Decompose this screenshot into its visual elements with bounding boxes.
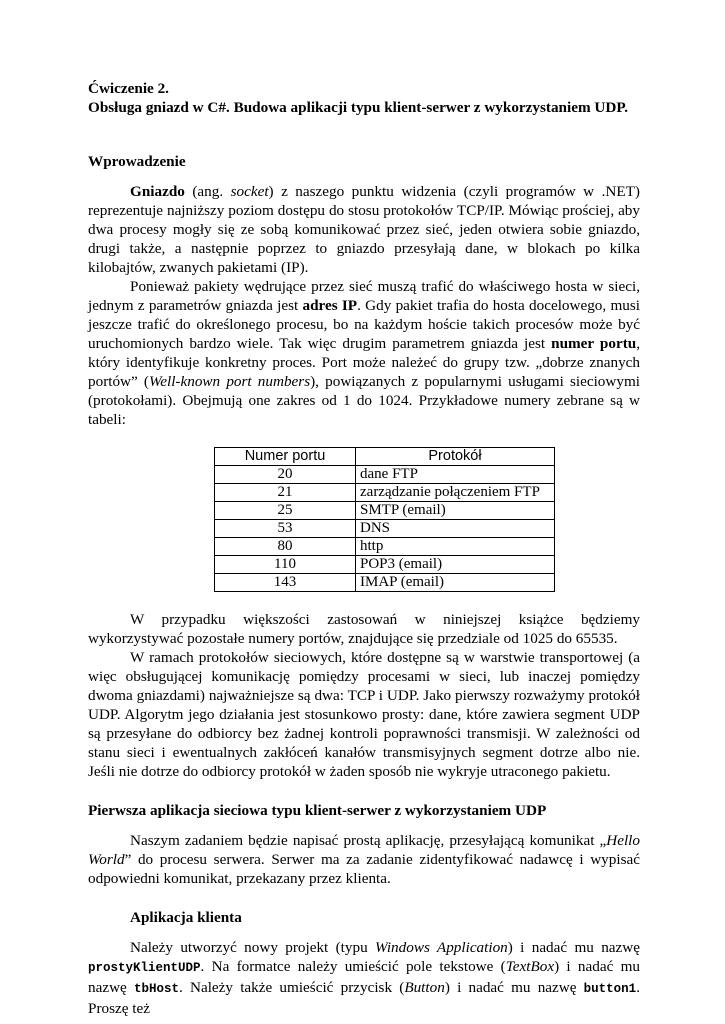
- table-row: [215, 502, 555, 520]
- protocol-cell: IMAP (email): [356, 574, 555, 592]
- paragraph-hello-world: Naszym zadaniem będzie napisać prostą aplikację, przesyłającą komunikat „Hello World” do procesu serwera. Serwer ma za zadanie zidentyfikować nadawcę i wypisać odpowiedni komunikat, przekazany przez klienta.: [88, 832, 640, 887]
- paragraph-ports: Ponieważ pakiety wędrujące przez sieć muszą trafić do właściwego hosta w sieci, jednym z parametrów gniazda jest adres IP. Gdy pakiet trafia do hosta docelowego, musi jeszcze trafić do określonego procesu, bo na każdym hoście takich procesów może być uruchomionych bardzo wiele. Tak więc drugim parametrem gniazda jest numer portu, który identyfikuje konkretny proces. Port może należeć do grupy tzw. „dobrze znanych portów” (Well-known port numbers), powiązanych z popularnymi usługami sieciowymi (protokołami). Obejmują one zakres od 1 do 1024. Przykładowe numery zebrane są w tabeli:: [88, 278, 641, 428]
- document-page: [88, 79, 640, 1018]
- paragraph-client-setup: Należy utworzyć nowy projekt (typu Windows Application) i nadać mu nazwę prostyKlientUDP. Na formatce należy umieścić pole tekstowe (TextBox) i nadać mu nazwę tbHost. Należy także umieścić przycisk (Button) i nadać mu nazwę button1. Proszę też: [88, 939, 640, 1017]
- port-number-cell: 25: [215, 502, 356, 520]
- term-socket-en: socket: [230, 183, 269, 200]
- port-number-cell: 110: [215, 556, 356, 574]
- table-row: [215, 538, 555, 556]
- paragraph-port-range: W przypadku większości zastosowań w niniejszej książce będziemy wykorzystywać pozostałe numery portów, znajdujące się przedziale od 1025 do 65535.: [88, 611, 640, 647]
- code-button1: button1: [583, 982, 637, 996]
- paragraph-socket-definition: Gniazdo (ang. socket) z naszego punktu widzenia (czyli programów w .NET) reprezentuje najniższy poziom dostępu do stosu protokołów TCP/IP. Mówiąc prościej, aby dwa procesy mogły się ze sobą komunikować przez sieć, jeden otwiera sobie gniazdo, drugi także, a następnie poprzez to gniazdo przesyłają dane, w blokach po kilka kilobajtów, zwanych pakietami (IP).: [88, 183, 640, 276]
- port-number-cell: 80: [215, 538, 356, 556]
- port-number-cell: 21: [215, 484, 356, 502]
- protocol-cell: http: [356, 538, 555, 556]
- term-textbox: TextBox: [505, 958, 555, 975]
- table-row: [215, 484, 555, 502]
- section-heading-intro: Wprowadzenie: [88, 153, 186, 170]
- protocol-cell: dane FTP: [356, 466, 555, 484]
- term-socket: Gniazdo: [130, 183, 185, 200]
- port-table-header-protocol: Protokół: [356, 448, 555, 466]
- term-button: Button: [404, 979, 445, 996]
- table-row: [215, 466, 555, 484]
- port-table-header-port: Numer portu: [215, 448, 356, 466]
- port-number-cell: 20: [215, 466, 356, 484]
- term-port-number: numer portu: [551, 335, 637, 352]
- port-number-cell: 53: [215, 520, 356, 538]
- protocol-cell: SMTP (email): [356, 502, 555, 520]
- protocol-cell: DNS: [356, 520, 555, 538]
- table-row: [215, 520, 555, 538]
- code-prostyKlientUDP: prostyKlientUDP: [88, 961, 201, 975]
- term-ip-address: adres IP: [302, 297, 358, 314]
- term-hello-world: Hello World: [88, 832, 640, 868]
- port-table: [214, 447, 555, 592]
- section-heading-first-app: Pierwsza aplikacja sieciowa typu klient-serwer z wykorzystaniem UDP: [88, 802, 547, 819]
- section-heading-client: Aplikacja klienta: [130, 909, 242, 926]
- document-title: Obsługa gniazd w C#. Budowa aplikacji typu klient-serwer z wykorzystaniem UDP.: [88, 99, 629, 116]
- port-table-header-row: [215, 448, 555, 466]
- term-well-known-ports: Well-known port numbers: [149, 373, 311, 390]
- exercise-number: Ćwiczenie 2.: [88, 80, 169, 97]
- port-number-cell: 143: [215, 574, 356, 592]
- table-row: [215, 574, 555, 592]
- code-tbHost: tbHost: [133, 982, 179, 996]
- protocol-cell: POP3 (email): [356, 556, 555, 574]
- paragraph-tcp-udp: W ramach protokołów sieciowych, które dostępne są w warstwie transportowej (a więc obsługującej komunikację pomiędzy procesami w sieci, lub inaczej pomiędzy dwoma gniazdami) najważniejsze są dwa: TCP i UDP. Jako pierwszy rozważymy protokół UDP. Algorytm jego działania jest stosunkowo prosty: dane, które zawiera segment UDP są przesyłane do odbiorcy bez żadnej kontroli poprawności transmisji. W zależności od stanu sieci i ewentualnych zakłóceń kanałów transmisyjnych segment dotrze albo nie. Jeśli nie dotrze do odbiorcy protokół w żaden sposób nie wykryje utraconego pakietu.: [88, 649, 640, 780]
- protocol-cell: zarządzanie połączeniem FTP: [356, 484, 555, 502]
- term-windows-application: Windows Application: [375, 939, 508, 956]
- table-row: [215, 556, 555, 574]
